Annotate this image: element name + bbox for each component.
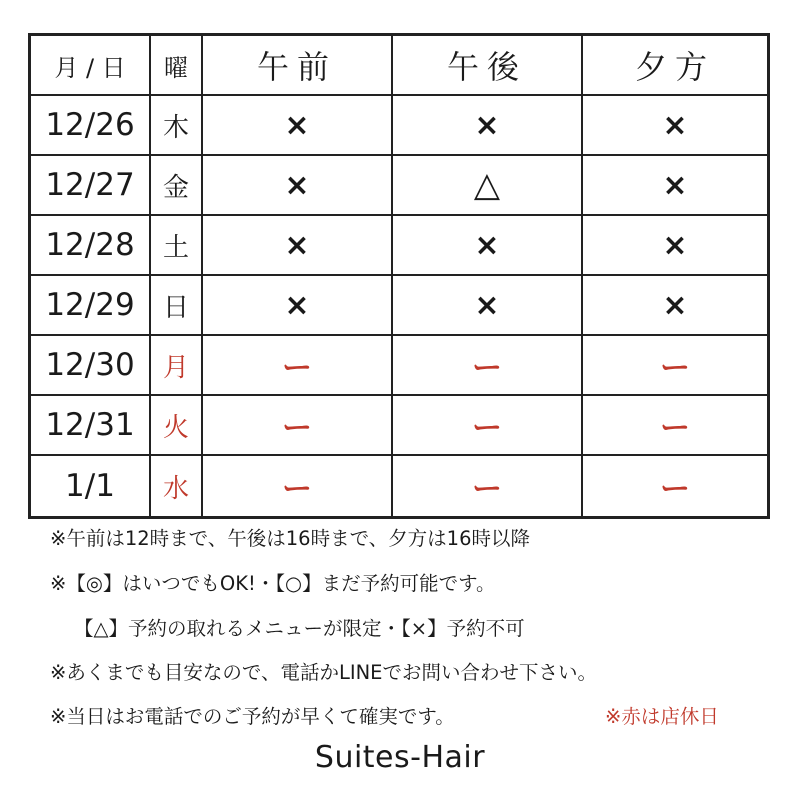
note-contact: ※あくまでも目安なので、電話かLINEでお問い合わせ下さい。 [50, 661, 597, 684]
availability-morning: ー [203, 396, 393, 456]
note-symbols-1: ※【◎】はいつでもOK!・【○】まだ予約可能です。 [50, 572, 496, 595]
availability-evening: × [583, 156, 767, 216]
availability-morning: × [203, 156, 393, 216]
row-day: 月 [151, 336, 203, 396]
header-day: 曜 [151, 36, 203, 96]
availability-morning: ー [203, 456, 393, 516]
row-date: 12/26 [31, 96, 151, 156]
availability-evening: ー [660, 472, 690, 507]
row-day: 金 [151, 156, 203, 216]
row-day: 日 [151, 276, 203, 336]
row-day: 水 [151, 456, 203, 516]
note-time-slots: ※午前は12時まで、午後は16時まで、夕方は16時以降 [50, 527, 530, 550]
row-date: 12/29 [31, 276, 151, 336]
note-same-day: ※当日はお電話でのご予約が早くて確実です。 [50, 705, 455, 728]
availability-morning: ー [203, 336, 393, 396]
row-day: 土 [151, 216, 203, 276]
brand-name: Suites-Hair [314, 740, 486, 775]
availability-evening: ー [583, 336, 767, 396]
availability-afternoon: × [393, 216, 583, 276]
note-symbols-2: 【△】予約の取れるメニューが限定・【×】予約不可 [74, 617, 525, 640]
row-date: 12/30 [31, 336, 151, 396]
header-evening: 夕方 [583, 36, 767, 96]
schedule-table [28, 33, 770, 519]
availability-afternoon: × [393, 276, 583, 336]
availability-afternoon: ー [393, 396, 583, 456]
row-date: 12/28 [31, 216, 151, 276]
availability-afternoon: × [393, 96, 583, 156]
closed-day-note: ※赤は店休日 [605, 705, 719, 728]
row-date: 12/31 [31, 396, 151, 456]
availability-evening: × [583, 276, 767, 336]
availability-morning: × [203, 96, 393, 156]
row-day: 木 [151, 96, 203, 156]
header-afternoon: 午後 [393, 36, 583, 96]
header-date: 月 / 日 [31, 36, 151, 96]
availability-afternoon: ー [393, 336, 583, 396]
row-day: 火 [151, 396, 203, 456]
availability-evening: × [583, 216, 767, 276]
availability-evening: × [583, 96, 767, 156]
row-date: 1/1 [31, 456, 151, 516]
availability-evening: ー [583, 396, 767, 456]
availability-afternoon: △ [393, 156, 583, 216]
header-morning: 午前 [203, 36, 393, 96]
row-date: 12/27 [31, 156, 151, 216]
availability-morning: × [203, 276, 393, 336]
availability-afternoon: ー [393, 456, 583, 516]
availability-morning: × [203, 216, 393, 276]
